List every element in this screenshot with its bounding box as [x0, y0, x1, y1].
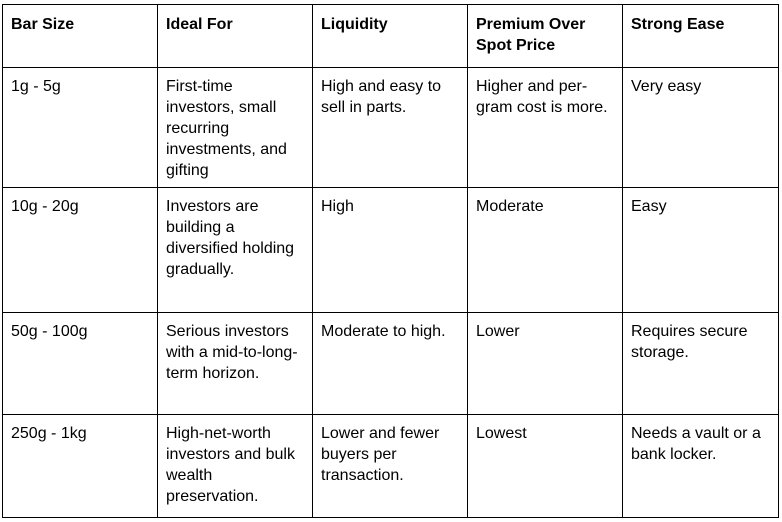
header-strong-ease: Strong Ease [623, 5, 779, 68]
cell-premium: Lowest [468, 415, 623, 518]
gold-bar-comparison-table [2, 4, 779, 518]
cell-liquidity: High and easy to sell in parts. [313, 68, 468, 188]
cell-ideal-for: First-time investors, small recurring investments, and gifting [158, 68, 313, 188]
table-row [3, 188, 779, 313]
cell-premium: Higher and per-gram cost is more. [468, 68, 623, 188]
cell-bar-size: 50g - 100g [3, 313, 158, 415]
cell-strong-ease: Requires secure storage. [623, 313, 779, 415]
cell-ideal-for: Investors are building a diversified holding gradually. [158, 188, 313, 313]
cell-strong-ease: Very easy [623, 68, 779, 188]
cell-premium: Lower [468, 313, 623, 415]
cell-ideal-for: High-net-worth investors and bulk wealth preservation. [158, 415, 313, 518]
cell-premium: Moderate [468, 188, 623, 313]
table-header-row [3, 5, 779, 68]
header-premium-over-spot-price: Premium Over Spot Price [468, 5, 623, 68]
header-liquidity: Liquidity [313, 5, 468, 68]
header-bar-size: Bar Size [3, 5, 158, 68]
cell-liquidity: Moderate to high. [313, 313, 468, 415]
header-ideal-for: Ideal For [158, 5, 313, 68]
cell-ideal-for: Serious investors with a mid-to-long-term horizon. [158, 313, 313, 415]
table-row [3, 68, 779, 188]
cell-strong-ease: Needs a vault or a bank locker. [623, 415, 779, 518]
cell-liquidity: High [313, 188, 468, 313]
cell-bar-size: 1g - 5g [3, 68, 158, 188]
cell-strong-ease: Easy [623, 188, 779, 313]
table-row [3, 313, 779, 415]
cell-bar-size: 10g - 20g [3, 188, 158, 313]
table-row [3, 415, 779, 518]
cell-bar-size: 250g - 1kg [3, 415, 158, 518]
cell-liquidity: Lower and fewer buyers per transaction. [313, 415, 468, 518]
